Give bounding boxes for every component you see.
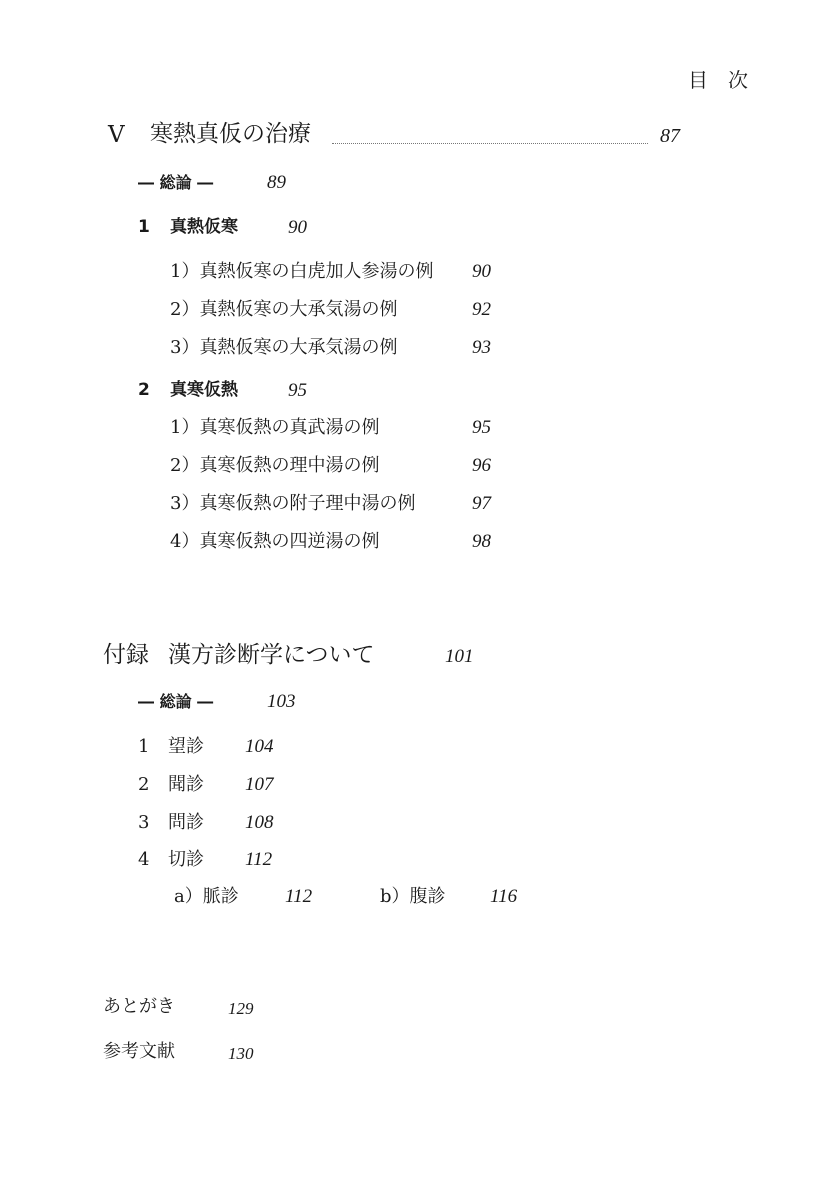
section-page: 90	[288, 217, 307, 238]
toc-item-page: 104	[245, 736, 274, 757]
section-number: 2	[138, 380, 150, 400]
appendix-page: 101	[445, 646, 474, 667]
toc-item-page: 96	[472, 455, 491, 476]
overview-page: 89	[267, 172, 286, 193]
section-title[interactable]: 真熱仮寒	[170, 217, 238, 237]
backmatter-item[interactable]: あとがき	[103, 996, 175, 1017]
section-number: 1	[138, 217, 150, 237]
overview-label[interactable]: ― 総論 ―	[138, 173, 214, 192]
toc-item-page: 98	[472, 531, 491, 552]
toc-item[interactable]: 問診	[168, 812, 204, 833]
toc-item-page: 107	[245, 774, 274, 795]
toc-item-page: 90	[472, 261, 491, 282]
appendix-label: 付録	[103, 642, 149, 668]
chapter-number: V	[108, 122, 125, 148]
toc-item-page: 112	[245, 849, 273, 870]
toc-item[interactable]: 4）真寒仮熱の四逆湯の例	[170, 531, 380, 552]
section-title[interactable]: 真寒仮熱	[170, 380, 238, 400]
item-number: 1	[138, 736, 150, 757]
toc-item[interactable]: 3）真寒仮熱の附子理中湯の例	[170, 493, 416, 514]
toc-item[interactable]: 1）真寒仮熱の真武湯の例	[170, 417, 380, 438]
toc-item[interactable]: 2）真寒仮熱の理中湯の例	[170, 455, 380, 476]
section-page: 95	[288, 380, 307, 401]
item-number: 2	[138, 774, 150, 795]
appendix-title[interactable]: 漢方診断学について	[168, 642, 375, 668]
overview-page: 103	[267, 691, 296, 712]
toc-item[interactable]: 3）真熱仮寒の大承気湯の例	[170, 337, 398, 358]
item-number: 3	[138, 812, 150, 833]
toc-subitem-page: 112	[285, 886, 313, 907]
toc-item-page: 108	[245, 812, 274, 833]
toc-item-page: 97	[472, 493, 491, 514]
toc-item[interactable]: 2）真熱仮寒の大承気湯の例	[170, 299, 398, 320]
toc-item-page: 93	[472, 337, 491, 358]
overview-label[interactable]: ― 総論 ―	[138, 692, 214, 711]
toc-item[interactable]: 1）真熱仮寒の白虎加人参湯の例	[170, 261, 434, 282]
toc-item[interactable]: 聞診	[168, 774, 204, 795]
toc-subitem-page: 116	[490, 886, 518, 907]
toc-title: 目 次	[688, 68, 748, 92]
backmatter-page: 129	[228, 999, 254, 1018]
toc-item-page: 92	[472, 299, 491, 320]
backmatter-page: 130	[228, 1044, 254, 1063]
chapter-title[interactable]: 寒熱真仮の治療	[150, 121, 311, 147]
toc-item-page: 95	[472, 417, 491, 438]
chapter-page: 87	[660, 125, 680, 147]
toc-subitem[interactable]: b）腹診	[380, 886, 446, 907]
leader-dots	[332, 143, 648, 144]
toc-subitem[interactable]: a）脈診	[174, 886, 239, 907]
toc-item[interactable]: 切診	[168, 849, 204, 870]
toc-item[interactable]: 望診	[168, 736, 204, 757]
item-number: 4	[138, 849, 150, 870]
backmatter-item[interactable]: 参考文献	[103, 1041, 175, 1062]
